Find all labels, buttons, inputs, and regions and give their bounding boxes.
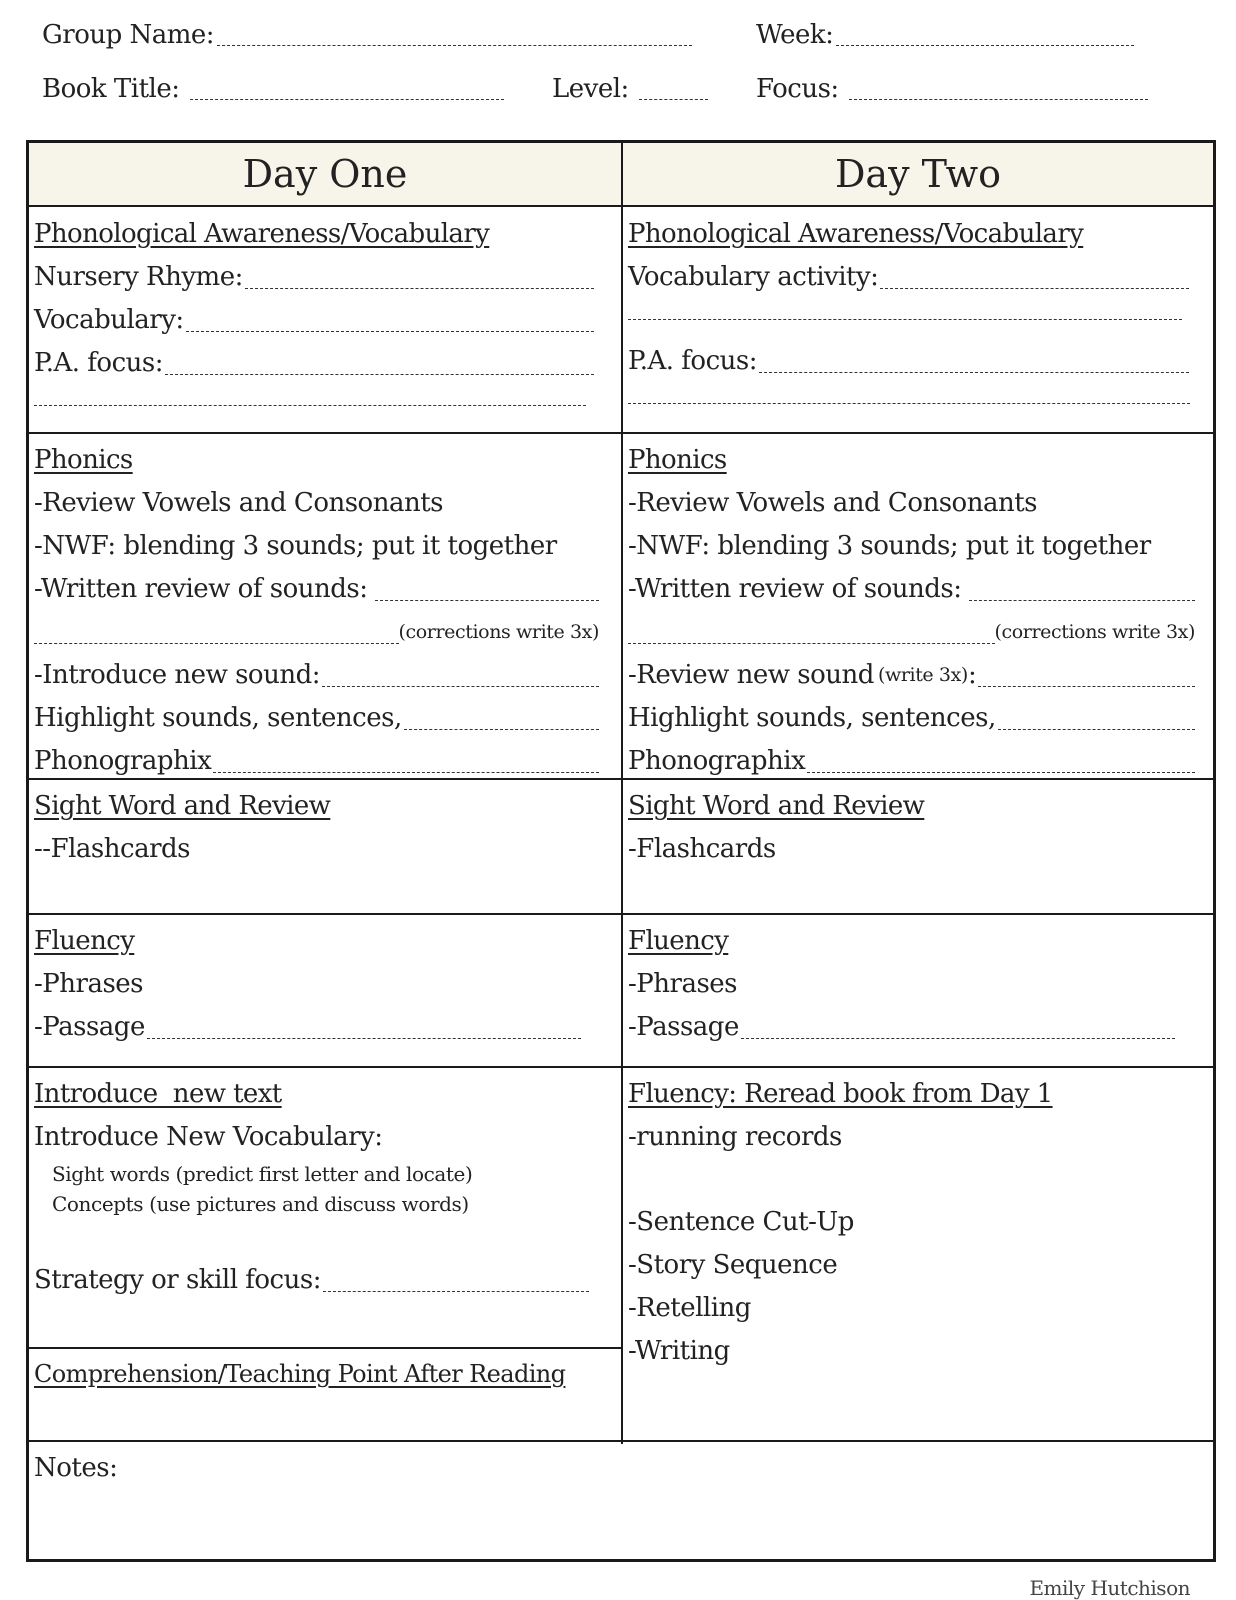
pa-focus-field[interactable] [165, 374, 594, 375]
pa-focus-field[interactable] [759, 372, 1189, 373]
flashcards: -Flashcards [628, 834, 776, 864]
flashcards: --Flashcards [34, 834, 190, 864]
written-review-field[interactable] [969, 600, 1195, 601]
sentence-cut-up: -Sentence Cut-Up [628, 1207, 854, 1237]
review-vowels: -Review Vowels and Consonants [34, 488, 443, 518]
blank-line[interactable] [34, 405, 586, 406]
vocabulary-field[interactable] [186, 331, 594, 332]
vocabulary-activity-field[interactable] [880, 288, 1189, 289]
day-one-phonics-heading: Phonics [34, 445, 133, 475]
written-review-label: -Written review of sounds: [628, 574, 962, 604]
introduce-sound-field[interactable] [322, 686, 599, 687]
nursery-rhyme-label: Nursery Rhyme: [34, 262, 243, 292]
comprehension-heading: Comprehension/Teaching Point After Reading [34, 1360, 566, 1388]
corrections-field[interactable] [34, 643, 399, 644]
day-one-sight-section [29, 781, 599, 871]
day-two-pa-heading: Phonological Awareness/Vocabulary [628, 219, 1084, 249]
phonographix-label: Phonographix [34, 746, 212, 776]
day-two-pa-section [623, 209, 1189, 424]
row-divider [29, 432, 1213, 434]
phrases: -Phrases [628, 969, 738, 999]
day-one-fluency-heading: Fluency [34, 926, 135, 956]
day-two-phonics-section: Phonics -Review Vowels and Consonants -NWF: blending 3 sounds; put it together -Written review of sounds: (corrections write 3x) -Review new sound (write 3x) : Highlight sounds, sentences, Phonographix [623, 435, 1195, 783]
blank-line[interactable] [628, 403, 1190, 404]
corrections-field[interactable] [628, 643, 995, 644]
review-new-sound-field[interactable] [978, 686, 1195, 687]
book-title-row [42, 74, 504, 104]
phonographix-field[interactable] [213, 772, 599, 773]
written-review-field[interactable] [375, 600, 599, 601]
corrections-note: (corrections write 3x) [994, 621, 1195, 643]
day-one-new-text-section [29, 1069, 589, 1302]
phrases: -Phrases [34, 969, 144, 999]
highlight-label: Highlight sounds, sentences, [628, 703, 996, 733]
passage-label: -Passage [34, 1012, 145, 1042]
level-label: Level: [552, 74, 629, 104]
phonographix-label: Phonographix [628, 746, 806, 776]
day-two-reread-section [623, 1069, 1193, 1373]
concepts-note: Concepts (use pictures and discuss words) [52, 1192, 469, 1216]
day-one-comprehension-section [29, 1349, 599, 1396]
row-divider [29, 913, 1213, 915]
strategy-field[interactable] [323, 1291, 589, 1292]
level-row [552, 74, 708, 104]
running-records: -running records [628, 1122, 842, 1152]
day-two-sight-heading: Sight Word and Review [628, 791, 925, 821]
story-sequence: -Story Sequence [628, 1250, 838, 1280]
highlight-field[interactable] [998, 729, 1195, 730]
review-vowels: -Review Vowels and Consonants [628, 488, 1037, 518]
nursery-rhyme-field[interactable] [245, 288, 594, 289]
book-title-field[interactable] [190, 99, 505, 100]
level-field[interactable] [639, 99, 708, 100]
highlight-label: Highlight sounds, sentences, [34, 703, 402, 733]
vocabulary-label: Vocabulary: [34, 305, 184, 335]
focus-field[interactable] [849, 99, 1148, 100]
write-3x-note: (write 3x) [877, 664, 968, 686]
passage-label: -Passage [628, 1012, 739, 1042]
written-review-label: -Written review of sounds: [34, 574, 368, 604]
notes-label: Notes: [34, 1453, 118, 1483]
day-one-header: Day One [29, 143, 621, 207]
book-title-label: Book Title: [42, 74, 180, 104]
pa-focus-label: P.A. focus: [34, 348, 163, 378]
blank-line[interactable] [628, 319, 1182, 320]
nwf-blending: -NWF: blending 3 sounds; put it together [34, 531, 557, 561]
day-one-pa-heading: Phonological Awareness/Vocabulary [34, 219, 490, 249]
retelling: -Retelling [628, 1293, 751, 1323]
vocabulary-activity-label: Vocabulary activity: [628, 262, 879, 292]
day-one-pa-section [29, 209, 594, 426]
day-two-fluency-heading: Fluency [628, 926, 729, 956]
corrections-note: (corrections write 3x) [398, 621, 599, 643]
day-two-header: Day Two [623, 143, 1213, 207]
lesson-plan-table [26, 140, 1216, 1562]
day-one-phonics-section [29, 435, 599, 783]
introduce-vocabulary-label: Introduce New Vocabulary: [34, 1122, 383, 1152]
week-label: Week: [756, 20, 834, 50]
sight-words-note: Sight words (predict first letter and locate) [52, 1162, 473, 1186]
week-row [756, 20, 1134, 50]
day-two-phonics-heading: Phonics [628, 445, 727, 475]
day-two-sight-section [623, 781, 1193, 871]
focus-row [756, 74, 1148, 104]
row-divider [29, 1066, 1213, 1068]
writing: -Writing [628, 1336, 730, 1366]
phonographix-field[interactable] [807, 772, 1195, 773]
passage-field[interactable] [741, 1038, 1175, 1039]
focus-label: Focus: [756, 74, 839, 104]
day-two-fluency-section [623, 916, 1175, 1049]
day-one-fluency-section [29, 916, 581, 1049]
strategy-label: Strategy or skill focus: [34, 1265, 321, 1295]
notes-section[interactable] [29, 1443, 1209, 1559]
nwf-blending: -NWF: blending 3 sounds; put it together [628, 531, 1151, 561]
introduce-sound-label: -Introduce new sound: [34, 660, 320, 690]
passage-field[interactable] [147, 1038, 581, 1039]
pa-focus-label: P.A. focus: [628, 346, 757, 376]
group-name-label: Group Name: [42, 20, 215, 50]
group-name-row [42, 20, 692, 50]
row-divider [29, 1440, 1213, 1442]
day-one-sight-heading: Sight Word and Review [34, 791, 331, 821]
reread-heading: Fluency: Reread book from Day 1 [628, 1079, 1053, 1109]
highlight-field[interactable] [404, 729, 599, 730]
group-name-field[interactable] [217, 45, 692, 46]
week-field[interactable] [836, 45, 1134, 46]
introduce-new-text-heading: Introduce new text [34, 1079, 282, 1109]
author-credit: Emily Hutchison [1029, 1576, 1190, 1600]
review-new-sound-label: -Review new sound [628, 660, 874, 690]
